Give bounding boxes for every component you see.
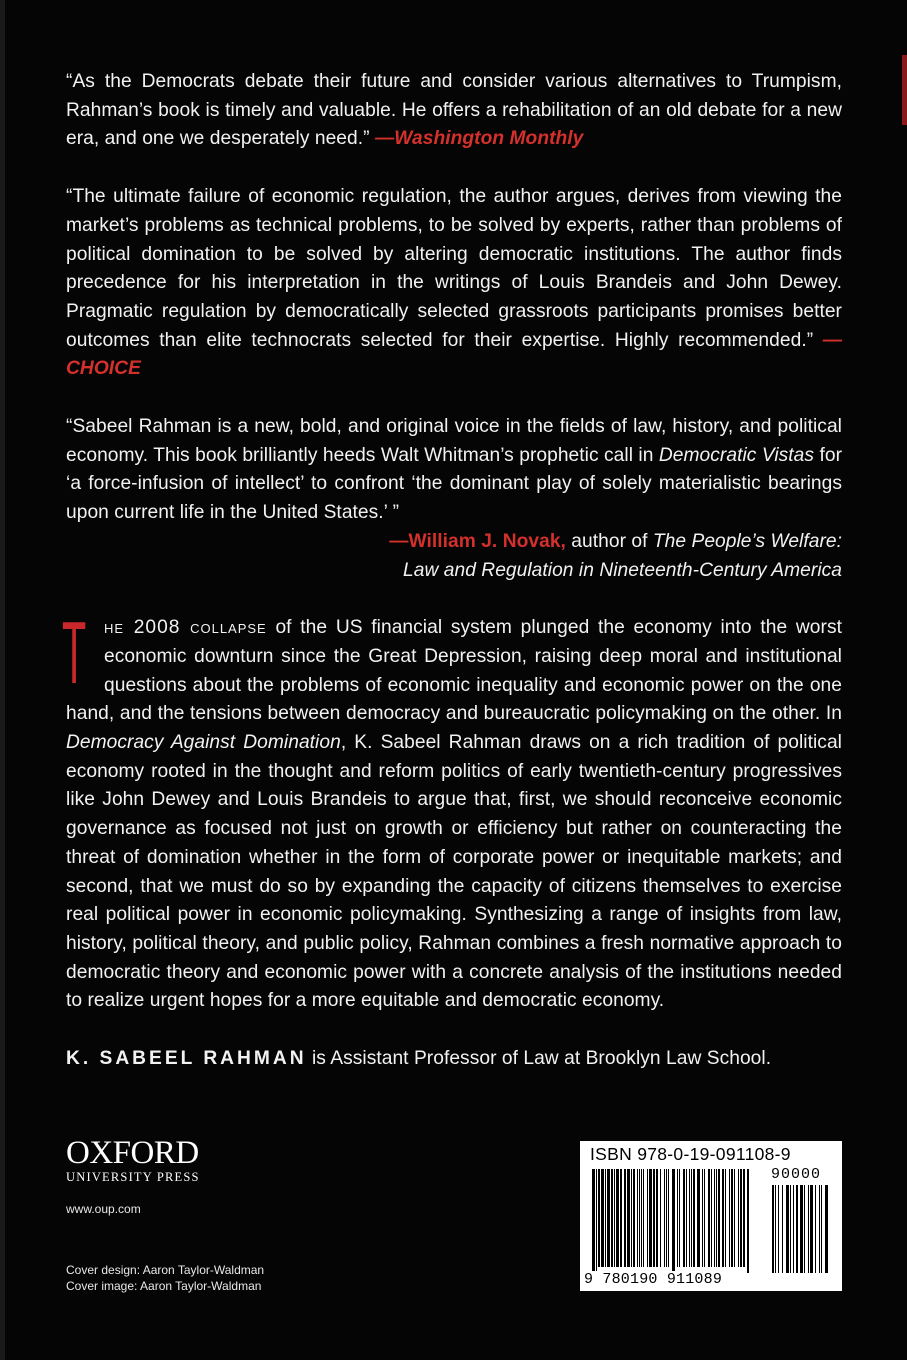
barcode-bar	[633, 1169, 635, 1267]
barcode-bar	[601, 1169, 604, 1267]
barcode-bar	[643, 1169, 644, 1267]
barcode-bar	[718, 1169, 720, 1267]
barcode-bar	[605, 1169, 606, 1267]
attribution-book-line2: Law and Regulation in Nineteenth-Century America	[403, 559, 842, 581]
barcode-bars	[580, 1141, 842, 1291]
barcode-bar	[649, 1169, 652, 1267]
barcode-addon-bar	[796, 1185, 798, 1273]
barcode-addon-bar	[821, 1185, 822, 1273]
author-name: K. SABEEL RAHMAN	[66, 1048, 307, 1070]
red-edge-mark	[902, 55, 907, 125]
barcode-bar	[747, 1169, 749, 1273]
barcode-addon-bar	[778, 1185, 779, 1273]
barcode-addon-bar	[804, 1185, 805, 1273]
barcode-bar	[722, 1169, 724, 1267]
book-title: Democracy Against Domination	[66, 732, 341, 754]
barcode-bar	[596, 1169, 597, 1273]
attribution-book: The People’s Welfare:	[652, 530, 842, 552]
barcode-bar	[614, 1169, 615, 1267]
publisher-name: OXFORD	[66, 1135, 199, 1171]
barcode-addon-bar	[775, 1185, 776, 1273]
quote-washington-monthly	[66, 68, 842, 154]
barcode-bar	[624, 1169, 626, 1267]
barcode-addon-bar	[782, 1185, 783, 1273]
publisher-url: www.oup.com	[66, 1202, 141, 1216]
barcode-bar	[592, 1169, 595, 1273]
barcode-addon-bar	[790, 1185, 791, 1273]
quote-source: —CHOICE	[66, 329, 842, 380]
barcode-bar	[743, 1169, 745, 1267]
barcode-bar	[679, 1169, 680, 1267]
barcode-bar	[697, 1169, 700, 1267]
barcode-bar	[693, 1169, 695, 1267]
barcode-addon-bar	[825, 1185, 828, 1273]
barcode-addon-bar	[815, 1185, 816, 1273]
barcode-addon-bar	[810, 1185, 813, 1273]
back-cover-text	[62, 68, 843, 1074]
barcode-bar	[731, 1169, 733, 1267]
barcode-bar	[683, 1169, 685, 1267]
barcode-bar	[689, 1169, 690, 1267]
description-text	[66, 614, 842, 1016]
barcode-bar	[639, 1169, 640, 1267]
barcode-addon-bar	[772, 1185, 774, 1273]
quote-italic-title: Democratic Vistas	[658, 444, 815, 466]
description-part1: of the US financial system plunged the economy into the worst economic downturn since the Great Depression, raising deep moral and institutional questions about the problems of economic inequality and economic power on the one hand, and the tensions between democracy and bureaucratic policymaking on the other. In	[66, 617, 842, 725]
barcode-bar	[660, 1169, 661, 1267]
barcode-bar	[704, 1169, 705, 1267]
description-part2: , K. Sabeel Rahman draws on a rich tradition of political economy rooted in the thought and reform politics of early twentieth-century progressives like John Dewey and Louis Brandeis to argue that, first, we should reconceive economic governance as focused not just on growth or efficiency but rather on counteracting the threat of domination whether in the form of corporate power or inequitable markets; and second, that we must do so by expanding the capacity of citizens themselves to exercise real political power in economic policymaking. Synthesizing a range of insights from law, history, political theory, and public policy, Rahman combines a fresh normative approach to democratic theory and economic power with a concrete analysis of the institutions needed to realize urgent hopes for a more equitable and democratic economy.	[66, 732, 842, 1012]
barcode-bar	[641, 1169, 642, 1267]
barcode-digits: 9 780190 911089	[584, 1271, 723, 1288]
barcode-addon-bar	[793, 1185, 794, 1273]
book-description	[62, 603, 842, 1016]
barcode-bar	[738, 1169, 739, 1267]
spine-edge	[0, 0, 5, 1360]
author-bio	[66, 1045, 842, 1074]
barcode-bar	[716, 1169, 717, 1267]
publisher-logo	[66, 1137, 200, 1185]
attribution-name: —William J. Novak,	[389, 530, 566, 552]
author-bio-text: is Assistant Professor of Law at Brooklyn Law School.	[306, 1048, 772, 1070]
barcode-bar	[637, 1169, 638, 1267]
barcode-bar	[740, 1169, 742, 1267]
barcode-bar	[611, 1169, 613, 1267]
quote-source: —Washington Monthly	[374, 128, 584, 150]
barcode-bar	[714, 1169, 715, 1267]
cover-design-credit: Cover design: Aaron Taylor-Waldman	[66, 1263, 265, 1277]
barcode-bar	[664, 1169, 665, 1267]
barcode-bar	[653, 1169, 655, 1267]
quote-text: “The ultimate failure of economic regulation, the author argues, derives from viewing the market’s problems as technical problems, to be solved by experts, rather than problems of political domination to be solved by altering democratic institutions. The author finds precedence for his interpretation in the writings of Louis Brandeis and John Dewey. Pragmatic regulation by democratically selected grassroots participants promises better outcomes than elite technocrats selected for their expertise. Highly recommended.”	[66, 186, 842, 351]
isbn-barcode	[580, 1141, 842, 1291]
attribution-text: author of	[565, 530, 653, 552]
barcode-bar	[686, 1169, 687, 1267]
quote-novak	[66, 413, 842, 528]
price-code: 90000	[771, 1166, 822, 1183]
barcode-bar	[677, 1169, 678, 1267]
barcode-bar	[656, 1169, 658, 1267]
barcode-bar	[607, 1169, 610, 1267]
barcode-addon-bar	[819, 1185, 820, 1273]
barcode-bar	[668, 1169, 669, 1267]
quote-text: for ‘a force-infusion of intellect’ to confront ‘the dominant play of solely materialistic bearings upon current life in the United States.’ ”	[66, 444, 843, 524]
barcode-bar	[598, 1169, 600, 1267]
barcode-bar	[616, 1169, 619, 1267]
quote-choice	[66, 183, 842, 384]
quote-text: “As the Democrats debate their future and consider various alternatives to Trumpism, Rahman’s book is timely and valuable. He offers a rehabilitation of an old debate for a new era, and one we desperately need.”	[66, 71, 842, 150]
isbn-text: ISBN 978-0-19-091108-9	[590, 1144, 791, 1164]
cover-image-credit: Cover image: Aaron Taylor-Waldman	[66, 1279, 262, 1293]
barcode-bar	[647, 1169, 648, 1267]
barcode-bar	[729, 1169, 730, 1267]
barcode-bar	[666, 1169, 667, 1267]
barcode-addon-bar	[808, 1185, 809, 1273]
barcode-bar	[725, 1169, 726, 1267]
barcode-bar	[702, 1169, 703, 1267]
barcode-bar	[708, 1169, 710, 1267]
drop-cap: T	[62, 603, 87, 703]
barcode-bar	[711, 1169, 712, 1267]
barcode-bar	[620, 1169, 622, 1267]
barcode-bar	[631, 1169, 632, 1267]
barcode-bar	[672, 1169, 675, 1273]
barcode-addon-bar	[800, 1185, 803, 1273]
barcode-addon-bar	[786, 1185, 789, 1273]
quote-text: “Sabeel Rahman is a new, bold, and original voice in the fields of law, history, and political economy. This book brilliantly heeds Walt Whitman’s prophetic call in	[66, 416, 842, 466]
quote-attribution	[66, 528, 842, 557]
barcode-bar	[734, 1169, 735, 1267]
description-lead: he 2008 collapse	[104, 617, 267, 639]
barcode-bar	[627, 1169, 630, 1267]
barcode-bar	[691, 1169, 692, 1267]
publisher-sub: UNIVERSITY PRESS	[66, 1170, 200, 1184]
